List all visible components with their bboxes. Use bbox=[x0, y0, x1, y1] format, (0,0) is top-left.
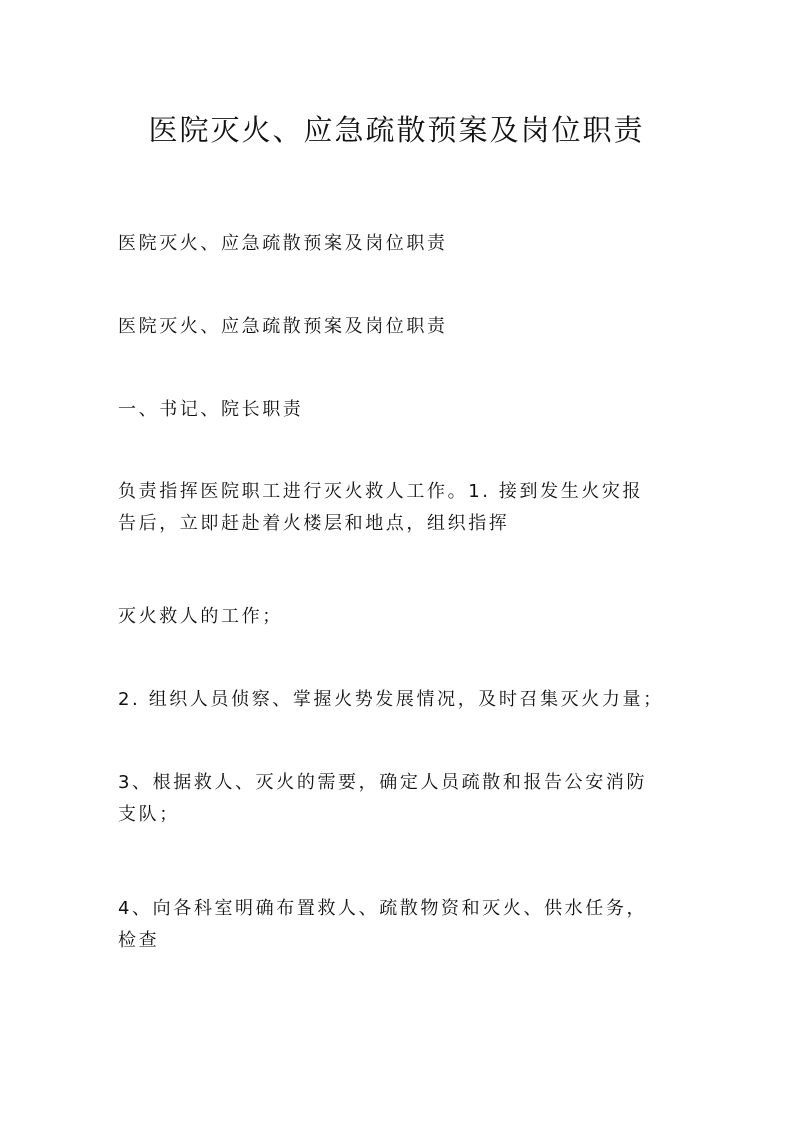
document-title: 医院灭火、应急疏散预案及岗位职责 bbox=[148, 113, 645, 148]
paragraph-line: 3、根据救人、灭火的需要，确定人员疏散和报告公安消防 bbox=[118, 772, 648, 793]
paragraph bbox=[118, 767, 678, 832]
paragraph-line: 医院灭火、应急疏散预案及岗位职责 bbox=[118, 316, 448, 337]
paragraph-line: 灭火救人的工作； bbox=[118, 606, 283, 627]
paragraph bbox=[118, 476, 678, 541]
paragraph-line: 告后，立即赶赴着火楼层和地点，组织指挥 bbox=[118, 513, 510, 535]
paragraph bbox=[118, 228, 678, 260]
paragraph-line: 检查 bbox=[118, 930, 160, 952]
paragraph bbox=[118, 684, 678, 716]
paragraph-line: 4、向各科室明确布置救人、疏散物资和灭火、供水任务， bbox=[118, 898, 648, 919]
section-heading bbox=[118, 394, 678, 426]
paragraph-line: 医院灭火、应急疏散预案及岗位职责 bbox=[118, 233, 448, 254]
paragraph-line: 支队； bbox=[118, 804, 180, 826]
paragraph bbox=[118, 311, 678, 343]
paragraph-line: 一、书记、院长职责 bbox=[118, 399, 304, 420]
paragraph-line: 2. 组织人员侦察、掌握火势发展情况，及时召集灭火力量； bbox=[118, 689, 664, 710]
paragraph-line: 负责指挥医院职工进行灭火救人工作。1. 接到发生火灾报 bbox=[118, 481, 644, 502]
paragraph bbox=[118, 601, 678, 633]
paragraph bbox=[118, 893, 678, 958]
